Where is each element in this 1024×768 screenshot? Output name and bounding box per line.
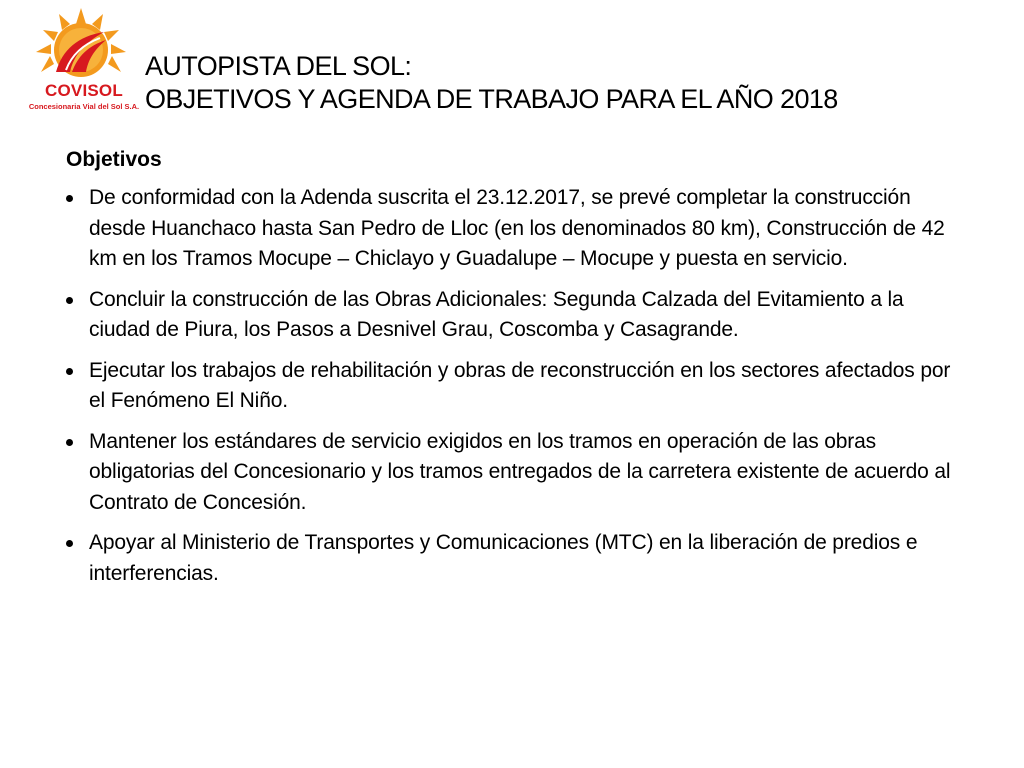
bullet-text: Concluir la construcción de las Obras Adicionales: Segunda Calzada del Evitamiento a la ciudad de Piura, los Pasos a Desnivel Grau, Coscomba y Casagrande. <box>89 287 904 341</box>
bullet-dot-icon <box>66 439 73 446</box>
slide-title <box>145 50 1005 116</box>
title-line-2: OBJETIVOS Y AGENDA DE TRABAJO PARA EL AÑO 2018 <box>145 84 838 114</box>
bullet-dot-icon <box>66 297 73 304</box>
sun-road-icon <box>26 6 136 86</box>
section-heading: Objetivos <box>66 148 162 171</box>
bullet-text: Mantener los estándares de servicio exigidos en los tramos en operación de las obras obligatorias del Concesionario y los tramos entregados de la carretera existente de acuerdo al Contrato de Concesión. <box>89 429 951 514</box>
bullet-dot-icon <box>66 368 73 375</box>
bullet-item <box>66 183 966 275</box>
bullet-item <box>66 285 966 346</box>
covisol-logo <box>26 6 140 118</box>
logo-name: COVISOL <box>45 81 123 100</box>
title-line-1: AUTOPISTA DEL SOL: <box>145 51 412 81</box>
slide-content <box>66 145 966 599</box>
bullet-dot-icon <box>66 195 73 202</box>
bullet-item <box>66 427 966 519</box>
bullet-text: De conformidad con la Adenda suscrita el 23.12.2017, se prevé completar la construcción desde Huanchaco hasta San Pedro de Lloc (en los denominados 80 km), Construcción de 42 km en los Tramos Mocupe – Chiclayo y Guadalupe – Mocupe y puesta en servicio. <box>89 186 945 270</box>
bullet-dot-icon <box>66 540 73 547</box>
bullet-text: Ejecutar los trabajos de rehabilitación y obras de reconstrucción en los sectores afectados por el Fenómeno El Niño. <box>89 358 951 412</box>
logo-subtitle: Concesionaria Vial del Sol S.A. <box>28 102 140 111</box>
bullet-item <box>66 356 966 417</box>
bullet-item <box>66 528 966 589</box>
bullet-list <box>66 183 966 589</box>
bullet-text: Apoyar al Ministerio de Transportes y Comunicaciones (MTC) en la liberación de predios e interferencias. <box>89 531 918 585</box>
